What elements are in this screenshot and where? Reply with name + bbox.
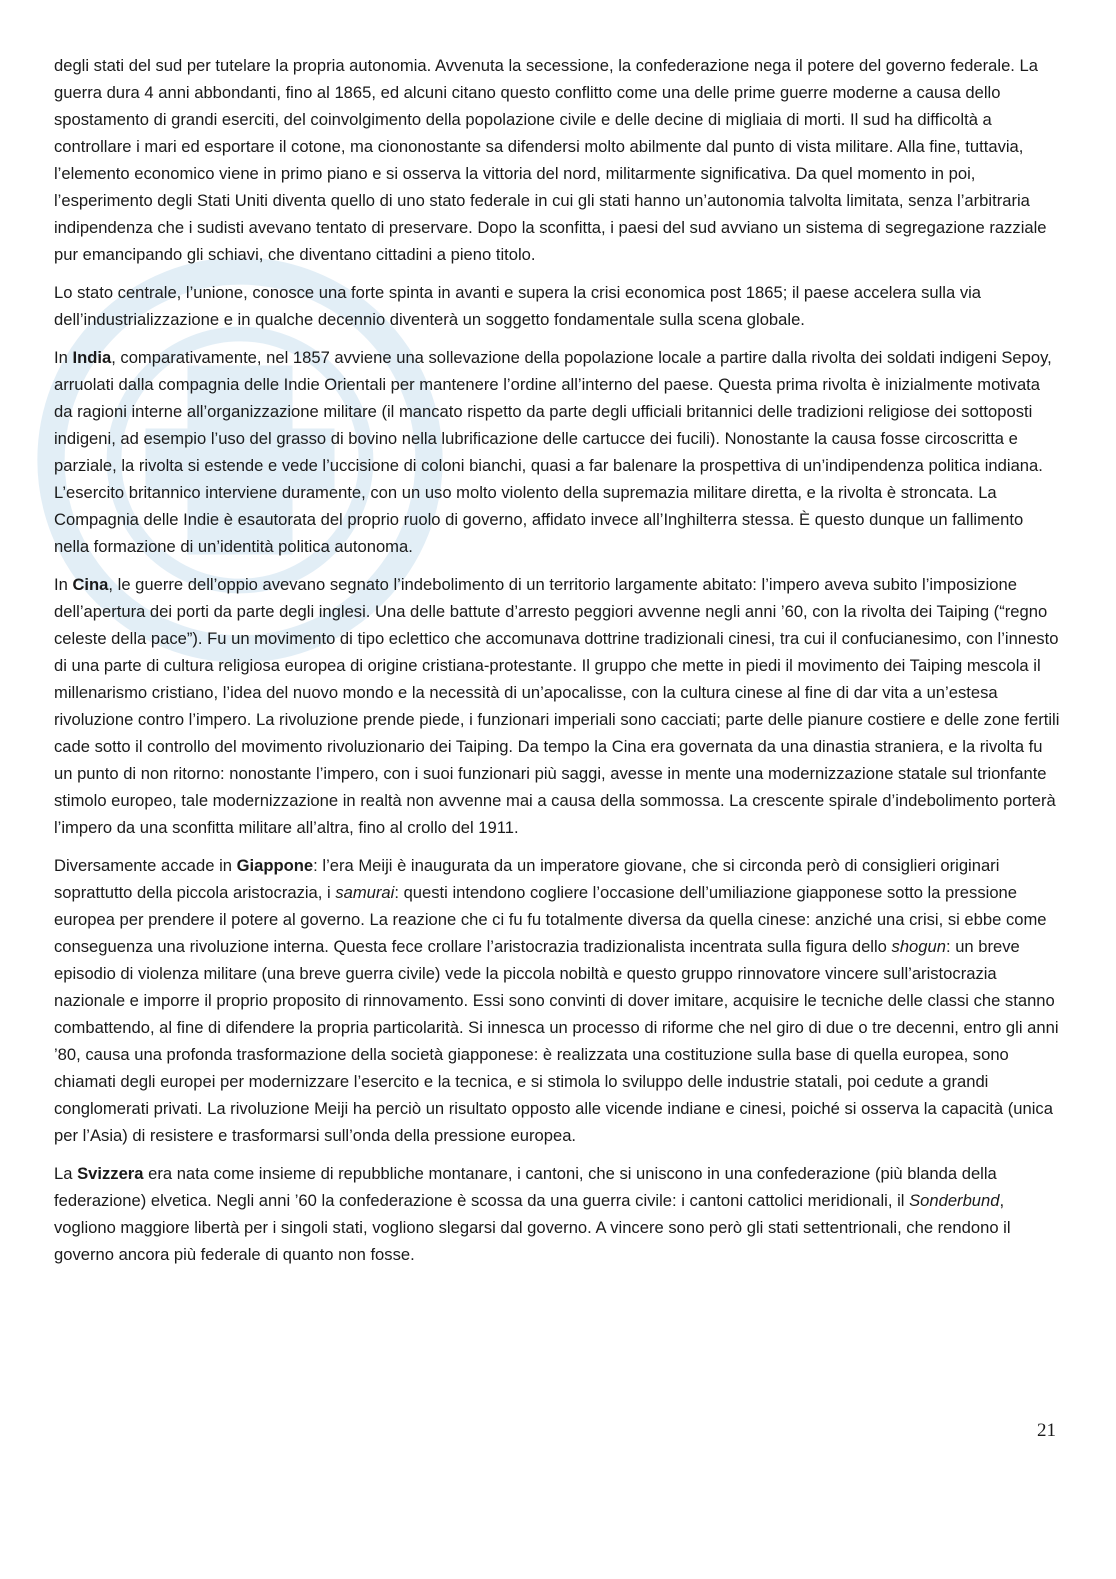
- paragraph-india: [54, 344, 1062, 560]
- paragraph-usa-civil-war: degli stati del sud per tutelare la propria autonomia. Avvenuta la secessione, la confederazione nega il potere del governo federale. La guerra dura 4 anni abbondanti, fino al 1865, ed alcuni citano questo conflitto come una delle prime guerre moderne a causa dello spostamento di grandi eserciti, del coinvolgimento della popolazione civile e delle decine di migliaia di morti. Il sud ha difficoltà a controllare i mari ed esportare il cotone, ma ciononostante sa difendersi molto abilmente dal punto di vista militare. Alla fine, tuttavia, l’elemento economico viene in primo piano e si osserva la vittoria del nord, militarmente significativa. Da quel momento in poi, l’esperimento degli Stati Uniti diventa quello di uno stato federale in cui gli stati hanno un’autonomia talvolta limitata, senza l’arbitraria indipendenza che i sudisti avevano tentato di preservare. Dopo la sconfitta, i paesi del sud avviano un sistema di segregazione razziale pur emancipando gli schiavi, che diventano cittadini a pieno titolo.: [54, 56, 1047, 264]
- paragraph-lead: In: [54, 575, 73, 594]
- term-svizzera: Svizzera: [77, 1164, 144, 1183]
- term-giappone: Giappone: [236, 856, 314, 875]
- paragraph-text: , comparativamente, nel 1857 avviene una sollevazione della popolazione locale a partire dalla rivolta dei soldati indigeni Sepoy, arruolati dalla compagnia delle Indie Orientali per mantenere l’ordine all’interno del paese. Questa prima rivolta è inizialmente motivata da ragioni interne all’organizzazione militare (il mancato rispetto da parte degli ufficiali britannici delle tradizioni religiose dei sottoposti indigeni, ad esempio l’uso del grasso di bovino nella lubrificazione delle cartucce dei fucili). Nonostante la causa fosse circoscritta e parziale, la rivolta si estende e vede l’uccisione di coloni bianchi, quasi a far balenare la prospettiva di un’indipendenza politica indiana. L’esercito britannico interviene duramente, con un uso molto violento della supremazia militare diretta, e la rivolta è stroncata. La Compagnia delle Indie è esautorata del proprio ruolo di governo, affidato invece all’Inghilterra stessa. È questo dunque un fallimento nella formazione di un’identità politica autonoma.: [54, 348, 1052, 556]
- document-body: [54, 52, 1062, 1279]
- paragraph-text: era nata come insieme di repubbliche montanare, i cantoni, che si uniscono in una confederazione (più blanda della federazione) elvetica. Negli anni ’60 la confederazione è scossa da una guerra civile: i cantoni cattolici meridionali, il: [54, 1164, 997, 1210]
- paragraph-lead: La: [54, 1164, 78, 1183]
- paragraph-china: [54, 571, 1062, 841]
- term-sonderbund: Sonderbund: [909, 1191, 1000, 1210]
- page-number: 21: [1037, 1420, 1056, 1441]
- term-cina: Cina: [72, 575, 109, 594]
- term-shogun: shogun: [891, 937, 946, 956]
- paragraph-text: : l’era Meiji è inaugurata da un imperatore giovane, che si circonda però di consiglieri originari soprattutto della piccola aristocrazia, i: [54, 856, 1000, 902]
- paragraph-text: , vogliono maggiore libertà per i singoli stati, vogliono slegarsi dal governo. A vincere sono però gli stati settentrionali, che rendono il governo ancora più federale di quanto non fosse.: [54, 1191, 1011, 1264]
- paragraph-text: , le guerre dell’oppio avevano segnato l’indebolimento di un territorio largamente abitato: l’impero aveva subito l’imposizione dell’apertura dei porti da parte degli inglesi. Una delle battute d’arresto peggiori avvenne negli anni ’60, con la rivolta dei Taiping (“regno celeste della pace”). Fu un movimento di tipo eclettico che accomunava dottrine tradizionali cinesi, tra cui il confucianesimo, con l’innesto di una parte di cultura religiosa europea di origine cristiana-protestante. Il gruppo che mette in piedi il movimento dei Taiping mescola il millenarismo cristiano, l’idea del nuovo mondo e la necessità di un’apocalisse, con la cultura cinese al fine di dar vita a un’estesa rivoluzione contro l’impero. La rivoluzione prende piede, i funzionari imperiali sono cacciati; parte delle pianure costiere e delle zone fertili cade sotto il controllo del movimento rivoluzionario dei Taiping. Da tempo la Cina era governata da una dinastia straniera, e la rivolta fu un punto di non ritorno: nonostante l’impero, con i suoi funzionari più saggi, avesse in mente una modernizzazione statale sul trionfante stimolo europeo, tale modernizzazione in realtà non avvenne mai a causa della sommossa. La crescente spirale d’indebolimento porterà l’impero da una sconfitta militare all’altra, fino al crollo del 1911.: [54, 575, 1060, 837]
- paragraph-text: : un breve episodio di violenza militare (una breve guerra civile) vede la piccola nobiltà e questo gruppo rinnovatore vincere sull’aristocrazia nazionale e imporre il proprio proposito di rinnovamento. Essi sono convinti di dover imitare, acquisire le tecniche delle classi che stanno combattendo, al fine di difendere la propria particolarità. Si innesca un processo di riforme che nel giro di due o tre decenni, entro gli anni ’80, causa una profonda trasformazione della società giapponese: è realizzata una costituzione sulla base di quella europea, sono chiamati degli europei per modernizzare l’esercito e la tecnica, e si stimola lo sviluppo delle industrie statali, poi cedute a grandi conglomerati privati. La rivoluzione Meiji ha perciò un risultato opposto alle vicende indiane e cinesi, poiché si osserva la capacità (unica per l’Asia) di resistere e trasformarsi sull’onda della pressione europea.: [54, 937, 1059, 1145]
- term-india: India: [72, 348, 112, 367]
- paragraph-lead: Diversamente accade in: [54, 856, 237, 875]
- paragraph-lead: In: [54, 348, 73, 367]
- term-samurai: samurai: [335, 883, 395, 902]
- paragraph-text: : questi intendono cogliere l’occasione dell’umiliazione giapponese sotto la pressione europea per prendere il potere al governo. La reazione che ci fu fu totalmente diversa da quella cinese: anziché una crisi, si ebbe come conseguenza una rivoluzione interna. Questa fece crollare l’aristocrazia tradizionalista incentrata sulla figura dello: [54, 883, 1047, 956]
- paragraph-union-growth: Lo stato centrale, l’unione, conosce una forte spinta in avanti e supera la crisi economica post 1865; il paese accelera sulla via dell’industrializzazione e in qualche decennio diventerà un soggetto fondamentale sulla scena globale.: [54, 283, 982, 329]
- paragraph-switzerland: [54, 1160, 1062, 1268]
- paragraph-japan: [54, 852, 1062, 1149]
